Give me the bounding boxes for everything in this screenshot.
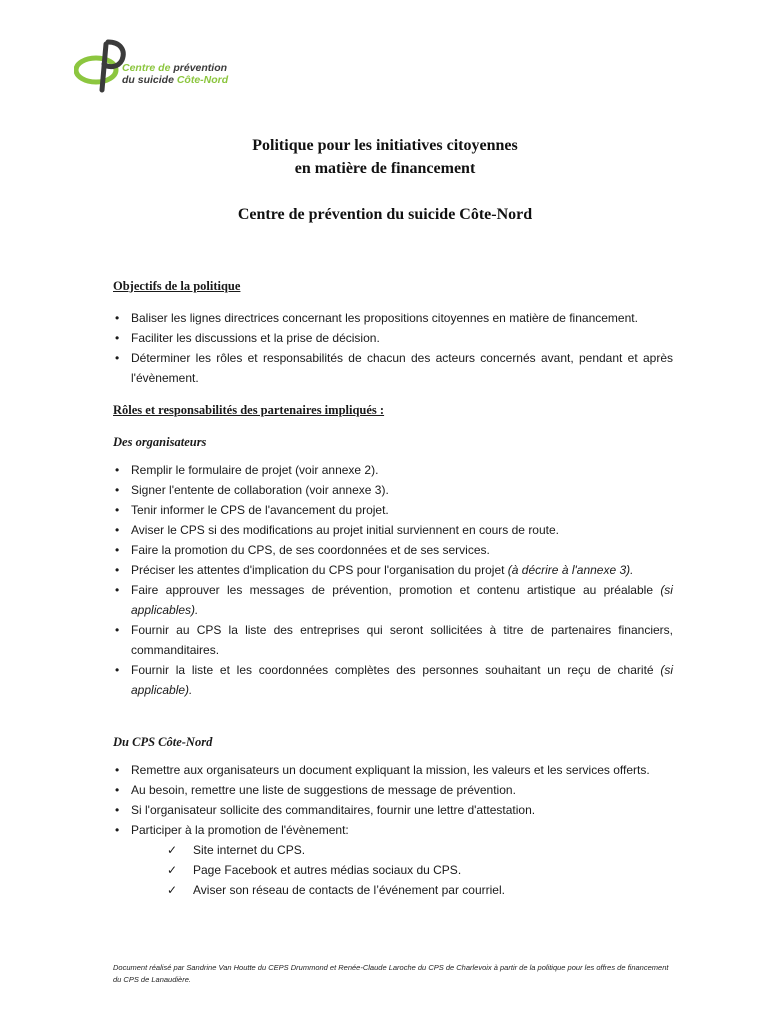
cps-heading: Du CPS Côte-Nord	[113, 735, 213, 749]
list-item: • Si l'organisateur sollicite des commanditaires, fournir une lettre d'attestation.	[113, 800, 673, 820]
list-item: • Déterminer les rôles et responsabilités de chacun des acteurs concernés avant, pendant et après l'évènement.	[113, 348, 673, 388]
list-item	[113, 660, 673, 700]
title-line-1: Politique pour les initiatives citoyennes	[252, 137, 518, 154]
logo-line1-a: Centre de	[122, 62, 174, 74]
list-item: • Tenir informer le CPS de l'avancement du projet.	[113, 500, 673, 520]
list-item-note: (si applicables).	[131, 583, 673, 617]
organisateurs-list	[113, 460, 673, 700]
promotion-checklist	[113, 840, 673, 900]
objectifs-list	[113, 308, 673, 388]
list-item: • Participer à la promotion de l'évènement:	[113, 820, 673, 840]
list-item-text: Préciser les attentes d'implication du CPS pour l'organisation du projet	[131, 563, 505, 577]
logo-line2-b: Côte-Nord	[176, 74, 229, 86]
document-body	[113, 276, 673, 900]
cps-logo-text	[122, 62, 228, 86]
list-item: • Remplir le formulaire de projet (voir annexe 2).	[113, 460, 673, 480]
list-item: • Fournir au CPS la liste des entreprises qui seront sollicitées à titre de partenaires financiers, commanditaires.	[113, 620, 673, 660]
list-item-note: (à décrire à l'annexe 3).	[507, 563, 634, 577]
list-item: • Aviser le CPS si des modifications au projet initial surviennent en cours de route.	[113, 520, 673, 540]
checkmark-icon: ✓	[167, 843, 178, 857]
checkmark-icon: ✓	[167, 863, 178, 877]
logo-line2-a: du suicide	[122, 74, 177, 86]
cps-logo	[74, 38, 244, 94]
checklist-text: Site internet du CPS.	[193, 843, 306, 857]
objectifs-heading: Objectifs de la politique	[113, 279, 241, 293]
organization-title: Centre de prévention du suicide Côte-Nord	[237, 206, 533, 223]
list-item: • Remettre aux organisateurs un document expliquant la mission, les valeurs et les services offerts.	[113, 760, 673, 780]
list-item-text: Fournir la liste et les coordonnées complètes des personnes souhaitant un reçu de charité	[131, 663, 654, 677]
checklist-item	[113, 860, 673, 880]
roles-heading: Rôles et responsabilités des partenaires impliqués :	[113, 403, 385, 417]
list-item	[113, 560, 673, 580]
checklist-text: Page Facebook et autres médias sociaux du CPS.	[193, 863, 462, 877]
cps-list	[113, 760, 673, 840]
checklist-item	[113, 880, 673, 900]
list-item-text: Faire approuver les messages de prévention, promotion et contenu artistique au préalable	[131, 583, 653, 597]
checkmark-icon: ✓	[167, 883, 178, 897]
list-item: • Baliser les lignes directrices concernant les propositions citoyennes en matière de financement.	[113, 308, 673, 328]
checklist-item	[113, 840, 673, 860]
list-item: • Signer l'entente de collaboration (voir annexe 3).	[113, 480, 673, 500]
list-item-note: (si applicable).	[131, 663, 673, 697]
list-item	[113, 580, 673, 620]
organisateurs-heading: Des organisateurs	[113, 435, 207, 449]
logo-line1-b: prévention	[173, 62, 228, 74]
list-item: • Faire la promotion du CPS, de ses coordonnées et de ses services.	[113, 540, 673, 560]
document-title	[0, 134, 770, 180]
checklist-text: Aviser son réseau de contacts de l’événement par courriel.	[193, 883, 505, 897]
document-footer: Document réalisé par Sandrine Van Houtte du CEPS Drummond et Renée-Claude Laroche du CPS de Charlevoix à partir de la politique pour les offres de financement du CPS de Lanaudière.	[113, 963, 669, 984]
list-item: • Au besoin, remettre une liste de suggestions de message de prévention.	[113, 780, 673, 800]
title-line-2: en matière de financement	[294, 160, 476, 177]
list-item: • Faciliter les discussions et la prise de décision.	[113, 328, 673, 348]
